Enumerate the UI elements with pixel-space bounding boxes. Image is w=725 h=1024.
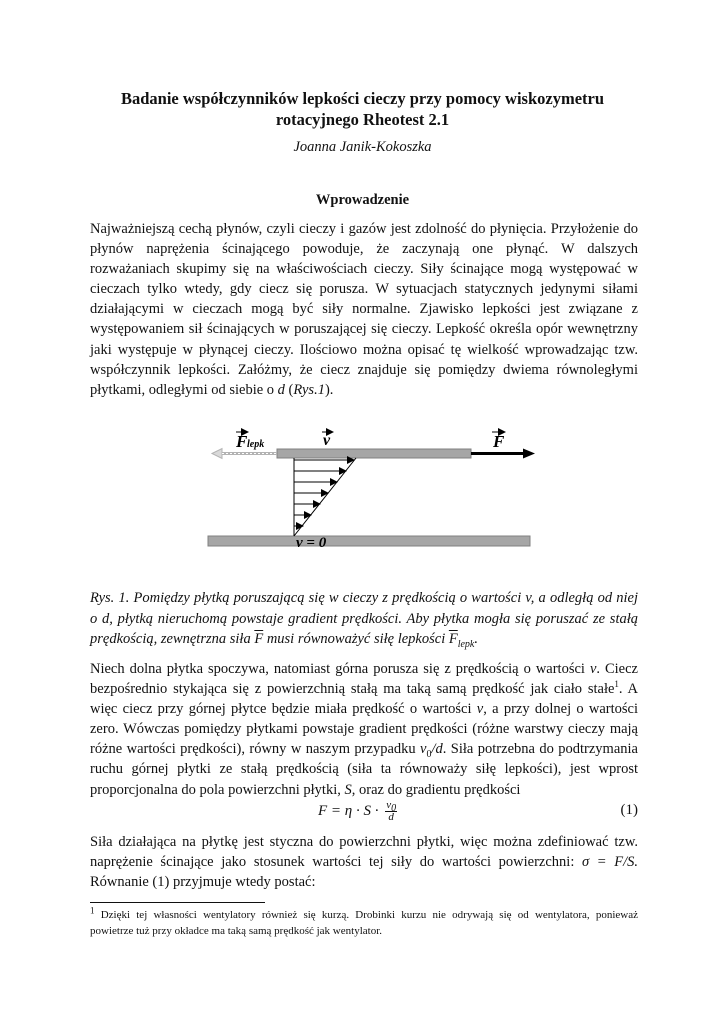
intro-paragraph bbox=[90, 219, 638, 400]
footnote-line: powietrze tuż przy okładce ma taką samą prędkość jak wentylator. bbox=[90, 924, 382, 937]
equation-1 bbox=[90, 796, 638, 826]
footnote-mark: 1 bbox=[90, 905, 95, 916]
text: , a przy dolnej o wartości bbox=[483, 701, 638, 718]
equation-number: (1) bbox=[620, 802, 638, 818]
para2-line bbox=[90, 659, 638, 679]
paper-title bbox=[90, 88, 635, 130]
text: . Siła potrzebna do podtrzymania bbox=[442, 741, 638, 758]
label-flepk-sub: lepk bbox=[247, 439, 265, 450]
text: Niech dolna płytka spoczywa, natomiast górna porusza się z prędkością o wartości bbox=[90, 661, 590, 677]
paragraph-3 bbox=[90, 832, 638, 892]
intro-line: jaki występuje w płynącej cieczy. Ilościowo można opisać tę wielkość wprowadzając tzw. bbox=[90, 341, 638, 358]
caption-line bbox=[90, 629, 638, 650]
intro-line: płynów naprężenia ścinającego powoduje, że zaczynają one płynąć. W dalszych bbox=[90, 241, 638, 258]
title-line-2: rotacyjnego Rheotest 2.1 bbox=[275, 110, 450, 129]
author-name: Joanna Janik-Kokoszka bbox=[293, 139, 432, 155]
var-v: v bbox=[420, 741, 427, 758]
intro-line: działającymi w cieczach mogą być siły normalne. Zjawisko lepkości jest związane z bbox=[90, 301, 638, 318]
caption-line: Rys. 1. Pomiędzy płytką poruszającą się w cieczy z prędkością o wartości v, a odległą od niej bbox=[90, 590, 638, 606]
intro-line: Najważniejszą cechą płynów, czyli cieczy i gazów jest zdolność do płynięcia. Przyłożenie do bbox=[90, 221, 638, 237]
text: bezpośrednio stykająca się z powierzchnią stałą ma taką samą prędkość jak ciało stałe bbox=[90, 681, 615, 698]
label-v-text: v bbox=[323, 432, 331, 449]
text: więc ciecz przy górnej płytce będzie miała prędkość o wartości bbox=[90, 701, 477, 718]
text: . Ciecz bbox=[596, 661, 638, 677]
velocity-profile bbox=[294, 458, 356, 536]
figure-caption bbox=[90, 588, 638, 650]
moving-plate bbox=[277, 449, 471, 458]
stress-formula: σ = F/S. bbox=[582, 854, 638, 871]
equation-lhs: F = η · S · bbox=[318, 802, 383, 819]
vector-flepk: $\overline{F}$ bbox=[448, 631, 458, 648]
text: v bbox=[386, 799, 392, 811]
text: proporcjonalna do pola powierzchni płytki, bbox=[90, 781, 345, 798]
footnote-mark: 1 bbox=[614, 679, 619, 690]
footnote bbox=[90, 905, 638, 939]
label-f-text: F bbox=[493, 432, 505, 451]
para2-line: ruchu górnej płytki ze stałą prędkością (siła ta równoważy siłę lepkości), jest wprost bbox=[90, 761, 638, 778]
caption-line: o d, płytką nieruchomą powstaje gradient prędkości. Aby płytka mogła się poruszać ze stałą bbox=[90, 610, 638, 627]
text: musi równoważyć siłę lepkości bbox=[263, 631, 449, 648]
equation-body bbox=[318, 800, 397, 823]
var-d: /d bbox=[431, 741, 443, 758]
var-v: v bbox=[476, 701, 484, 718]
text: naprężenie ścinające jako stosunek wartości tej siły do wartości powierzchni: bbox=[90, 854, 582, 871]
text: , oraz do gradientu prędkości bbox=[351, 781, 521, 798]
var-s: S bbox=[344, 781, 352, 798]
figure-ref: Rys.1 bbox=[293, 381, 325, 398]
text: Dzięki tej własności wentylatory również się kurzą. Drobinki kurzu nie odrywają się od wentylatora, ponieważ bbox=[94, 909, 638, 921]
text: ( bbox=[284, 381, 294, 398]
label-force bbox=[492, 432, 505, 451]
para2-line bbox=[90, 699, 638, 719]
subscript: 0 bbox=[391, 803, 397, 815]
text: ). bbox=[324, 381, 334, 398]
text: płytkami, odległymi od siebie o bbox=[90, 381, 278, 398]
para2-line: zero. Wówczas pomiędzy płytkami powstaje gradient prędkości (różne warstwy cieczy mają bbox=[90, 721, 638, 738]
title-line-1: Badanie współczynników lepkości cieczy przy pomocy wiskozymetru bbox=[120, 89, 605, 108]
intro-line: występowaniem sił ścinających w poruszającej się cieczy. Lepkość określa opór wewnętrzny bbox=[90, 321, 638, 338]
intro-line: rozważaniach skupimy się na właściwościach cieczy. Siły ścinające mogą występować w bbox=[90, 261, 638, 278]
intro-line: cieczach tylko wtedy, gdy ciecz się porusza. W sytuacjach statycznych jedynymi siłami bbox=[90, 281, 638, 298]
label-velocity bbox=[322, 432, 333, 449]
var-d: d bbox=[277, 381, 285, 398]
para3-line: Równanie (1) przyjmuje wtedy postać: bbox=[90, 874, 316, 891]
label-flepk bbox=[235, 432, 264, 451]
para2-line bbox=[90, 739, 638, 759]
paragraph-2 bbox=[90, 659, 638, 800]
label-v-zero: v = 0 bbox=[296, 535, 327, 551]
footnote-divider bbox=[90, 902, 265, 903]
text: różne wartości prędkości), równy w naszym przypadku bbox=[90, 741, 421, 758]
fraction bbox=[385, 800, 397, 823]
label-flepk-main: F bbox=[236, 432, 248, 451]
viscosity-diagram bbox=[200, 425, 540, 560]
text: prędkością, zewnętrzna siła bbox=[90, 631, 255, 648]
var-v: v bbox=[589, 661, 597, 677]
para3-line: Siła działająca na płytkę jest styczna do powierzchni płytki, więc można zdefiniować tzw. bbox=[90, 834, 638, 850]
intro-last-line bbox=[90, 380, 638, 400]
intro-line: współczynnik lepkości. Załóżmy, że ciecz znajduje się pomiędzy dwiema równoległymi bbox=[90, 361, 638, 378]
section-heading: Wprowadzenie bbox=[315, 192, 410, 208]
para2-line bbox=[90, 679, 638, 699]
footnote-line bbox=[90, 905, 638, 924]
fraction-denominator: d bbox=[388, 811, 394, 823]
subscript: 0 bbox=[426, 749, 432, 761]
para3-line bbox=[90, 852, 638, 872]
vector-f: $\overline{F}$ bbox=[254, 631, 264, 648]
stationary-plate bbox=[208, 536, 530, 546]
subscript: lepk bbox=[457, 639, 475, 651]
text: . bbox=[474, 631, 478, 648]
text: . A bbox=[618, 681, 639, 698]
